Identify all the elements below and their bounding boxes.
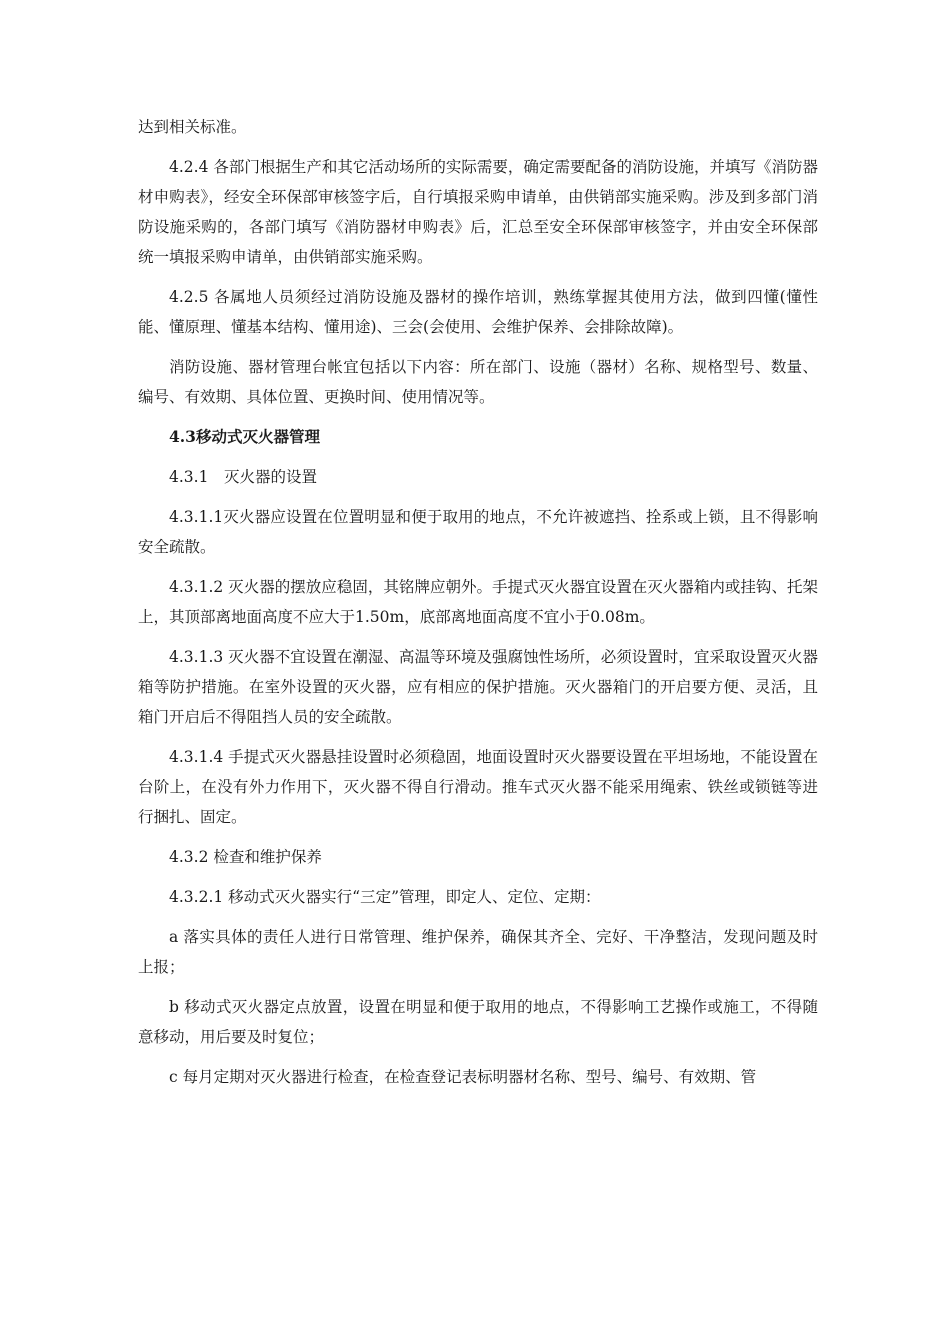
- list-item-a: a 落实具体的责任人进行日常管理、维护保养，确保其齐全、完好、干净整洁，发现问题及时上报；: [138, 928, 818, 976]
- paragraph-4-3-1-3: 4.3.1.3 灭火器不宜设置在潮湿、高温等环境及强腐蚀性场所，必须设置时，宜采取设置灭火器箱等防护措施。在室外设置的灭火器，应有相应的保护措施。灭火器箱门的开启要方便、灵活，且箱门开启后不得阻挡人员的安全疏散。: [138, 648, 818, 726]
- document-body: [138, 112, 818, 1102]
- list-item-c: c 每月定期对灭火器进行检查，在检查登记表标明器材名称、型号、编号、有效期、管: [169, 1068, 757, 1086]
- list-item-b: b 移动式灭火器定点放置，设置在明显和便于取用的地点，不得影响工艺操作或施工，不得随意移动，用后要及时复位；: [138, 998, 818, 1046]
- paragraph-4-3-1-2: 4.3.1.2 灭火器的摆放应稳固，其铭牌应朝外。手提式灭火器宜设置在灭火器箱内或挂钩、托架上，其顶部离地面高度不应大于1.50m，底部离地面高度不宜小于0.08m。: [138, 578, 818, 626]
- subheading-4-3-2: 4.3.2 检查和维护保养: [169, 848, 322, 866]
- paragraph-4-2-4: 4.2.4 各部门根据生产和其它活动场所的实际需要，确定需要配备的消防设施，并填写《消防器材申购表》，经安全环保部审核签字后，自行填报采购申请单，由供销部实施采购。涉及到多部门消防设施采购的，各部门填写《消防器材申购表》后，汇总至安全环保部审核签字，并由安全环保部统一填报采购申请单，由供销部实施采购。: [138, 158, 818, 266]
- subheading-4-3-1: 4.3.1 灭火器的设置: [169, 468, 317, 486]
- paragraph-continuation: 达到相关标准。: [138, 118, 247, 136]
- paragraph-ledger-contents: 消防设施、器材管理台帐宜包括以下内容：所在部门、设施（器材）名称、规格型号、数量、编号、有效期、具体位置、更换时间、使用情况等。: [138, 358, 818, 406]
- paragraph-4-3-2-1: 4.3.2.1 移动式灭火器实行“三定”管理，即定人、定位、定期：: [169, 888, 601, 906]
- paragraph-4-3-1-4: 4.3.1.4 手提式灭火器悬挂设置时必须稳固，地面设置时灭火器要设置在平坦场地，不能设置在台阶上，在没有外力作用下，灭火器不得自行滑动。推车式灭火器不能采用绳索、铁丝或锁链等进行捆扎、固定。: [138, 748, 818, 826]
- paragraph-4-3-1-1: 4.3.1.1灭火器应设置在位置明显和便于取用的地点，不允许被遮挡、拴系或上锁，且不得影响安全疏散。: [138, 508, 818, 556]
- section-heading-4-3: 4.3移动式灭火器管理: [169, 427, 320, 446]
- paragraph-4-2-5: 4.2.5 各属地人员须经过消防设施及器材的操作培训，熟练掌握其使用方法，做到四懂(懂性能、懂原理、懂基本结构、懂用途)、三会(会使用、会维护保养、会排除故障)。: [138, 288, 818, 336]
